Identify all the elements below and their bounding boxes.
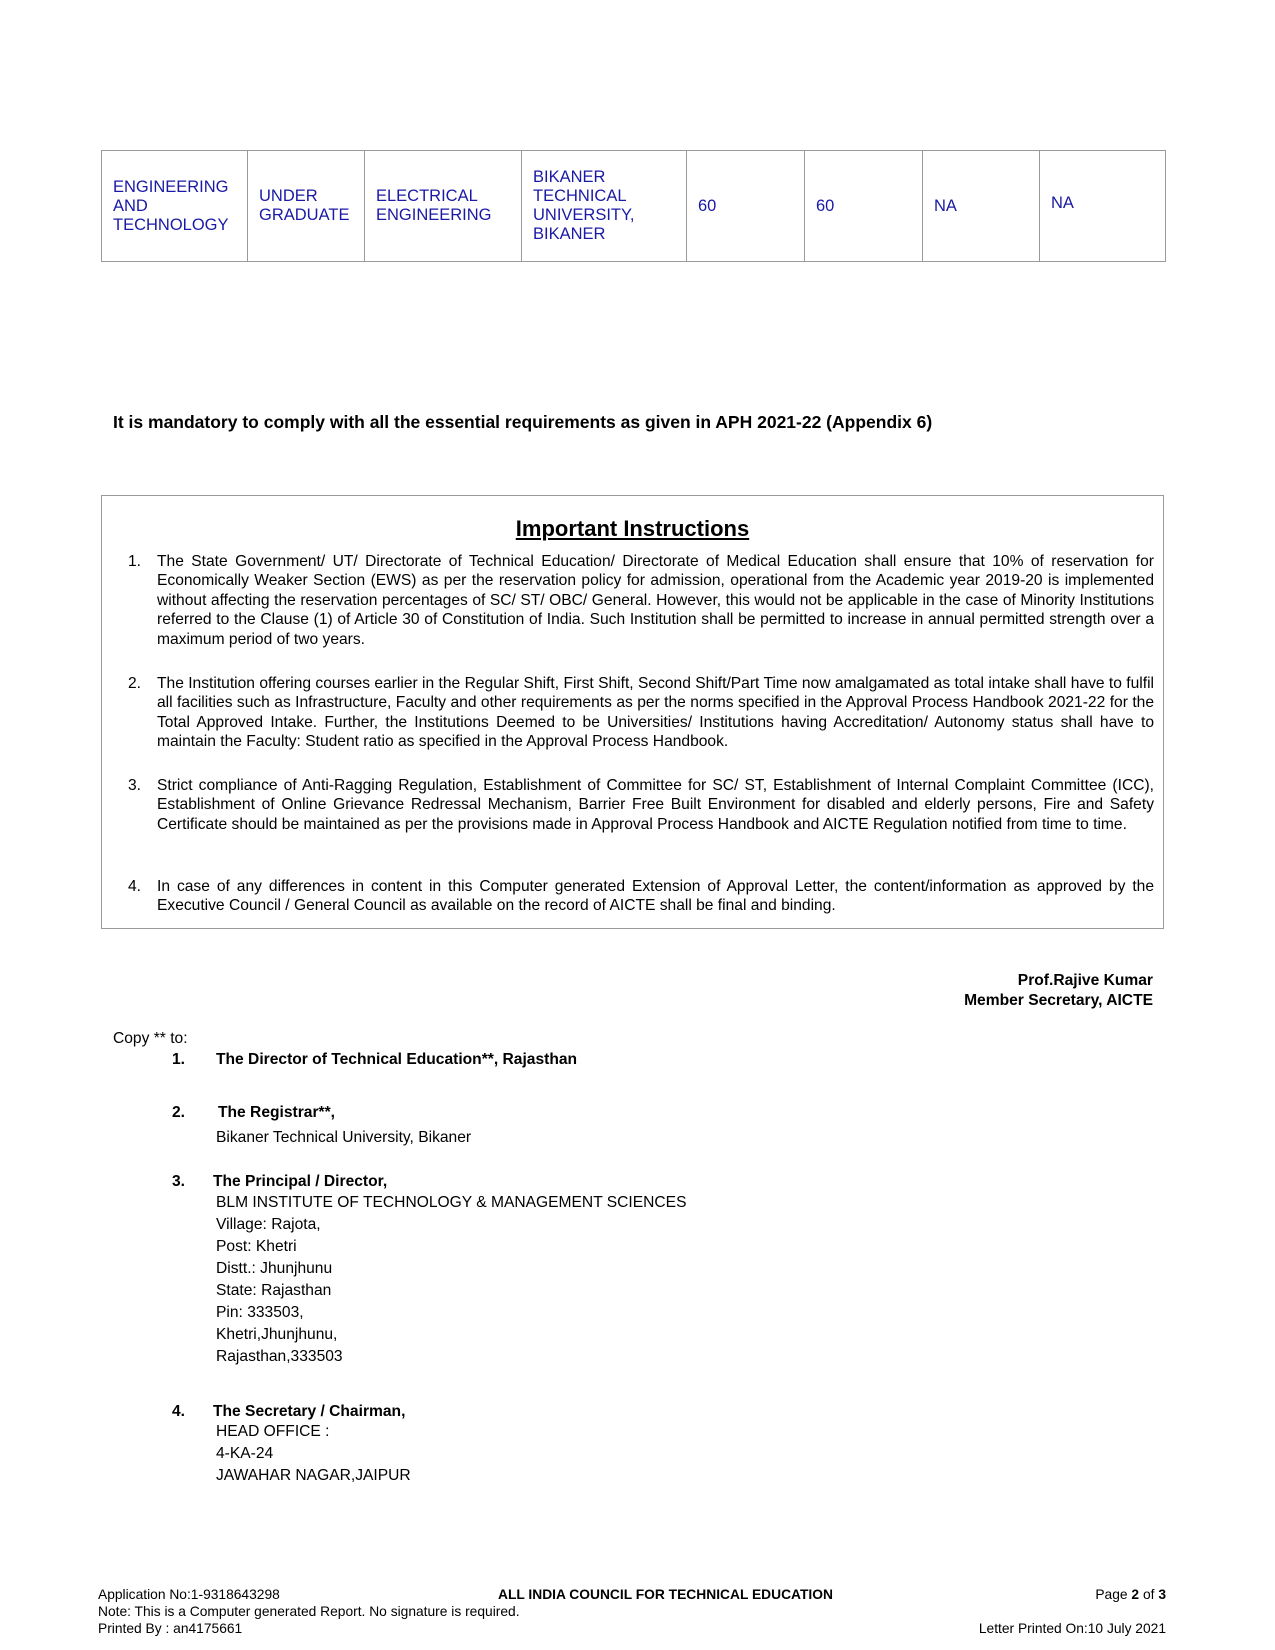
recipient-line: Rajasthan,333503 [216, 1348, 343, 1365]
recipient-line: HEAD OFFICE : [216, 1423, 330, 1440]
page-of: of [1142, 1587, 1155, 1602]
recipient-number: 3. [172, 1173, 186, 1190]
recipient-heading: The Principal / Director, [213, 1173, 388, 1190]
council-name: ALL INDIA COUNCIL FOR TECHNICAL EDUCATION [498, 1587, 833, 1602]
recipient-line: BLM INSTITUTE OF TECHNOLOGY & MANAGEMENT SCIENCES [216, 1194, 687, 1211]
instructions-title: Important Instructions [515, 516, 750, 541]
copy-to-label: Copy ** to: [113, 1030, 188, 1047]
page-number [1095, 1586, 1166, 1603]
recipient-number: 2. [172, 1104, 186, 1121]
instruction-text: The State Government/ UT/ Directorate of Technical Education/ Directorate of Medical Education shall ensure that 10% of reservation for Economically Weaker Section (EWS) as per the reservation policy for admission, operational from the Academic year 2019-20 is implemented without affecting the reservation percentages of SC/ ST/ OBC/ General. However, this would not be applicable in the case of Minority Institutions referred to the Clause (1) of Article 30 of Constitution of India. Such Institution shall be permitted to increase in annual permitted strength over a maximum period of two years. [157, 553, 1154, 648]
recipient-heading: The Secretary / Chairman, [213, 1403, 406, 1420]
recipient-heading: The Registrar**, [218, 1104, 335, 1121]
application-number: Application No:1-9318643298 [98, 1587, 280, 1602]
instruction-text: The Institution offering courses earlier in the Regular Shift, First Shift, Second Shift/Part Time now amalgamated as total intake shall have to fulfil all facilities such as Infrastructure, Faculty and other requirements as per the norms specified in the Approval Process Handbook 2021-22 for the Total Approved Intake. Further, the Institutions Deemed to be Universities/ Institutions having Accreditation/ Autonomy status shall have to maintain the Faculty: Student ratio as specified in the Approval Process Handbook. [157, 675, 1154, 751]
recipient-line: 4-KA-24 [216, 1445, 274, 1462]
page-prefix: Page [1095, 1587, 1128, 1602]
recipient-line: Distt.: Jhunjhunu [216, 1260, 333, 1277]
page-total: 3 [1158, 1587, 1166, 1602]
instruction-number: 2. [128, 675, 142, 692]
printed-by: Printed By : an4175661 [98, 1621, 243, 1636]
recipient-line: Village: Rajota, [216, 1216, 321, 1233]
table-cell: UNDER GRADUATE [248, 151, 365, 262]
mandatory-note: It is mandatory to comply with all the essential requirements as given in APH 2021-22 (Appendix 6) [113, 412, 933, 432]
recipient-number: 4. [172, 1403, 186, 1420]
instructions-box [101, 495, 1164, 929]
recipient-number: 1. [172, 1051, 186, 1068]
table-cell: BIKANER TECHNICAL UNIVERSITY, BIKANER [522, 151, 687, 262]
signatory-name: Prof.Rajive Kumar [1017, 972, 1153, 989]
instruction-number: 3. [128, 777, 142, 794]
table-cell: ENGINEERING AND TECHNOLOGY [102, 151, 248, 262]
table-cell: 60 [687, 151, 805, 262]
recipient-line: Post: Khetri [216, 1238, 297, 1255]
course-table [101, 150, 1166, 262]
computer-generated-note: Note: This is a Computer generated Report. No signature is required. [98, 1604, 520, 1619]
recipient-line: JAWAHAR NAGAR,JAIPUR [216, 1467, 411, 1484]
signatory-designation: Member Secretary, AICTE [964, 992, 1153, 1009]
table-cell: NA [923, 151, 1040, 262]
recipient-line: Pin: 333503, [216, 1304, 304, 1321]
instruction-number: 1. [128, 553, 142, 570]
table-row [102, 151, 1166, 262]
recipient-line: Bikaner Technical University, Bikaner [216, 1129, 472, 1146]
instruction-text: Strict compliance of Anti-Ragging Regulation, Establishment of Committee for SC/ ST, Establishment of Internal Complaint Committee (ICC), Establishment of Online Grievance Redressal Mechanism, Barrier Free Built Environment for disabled and elderly persons, Fire and Safety Certificate should be maintained as per the provisions made in Approval Process Handbook and AICTE Regulation notified from time to time. [157, 777, 1154, 833]
printed-on: Letter Printed On:10 July 2021 [978, 1621, 1166, 1636]
page-current: 2 [1131, 1587, 1140, 1602]
table-cell: NA [1040, 151, 1166, 262]
instruction-text: In case of any differences in content in this Computer generated Extension of Approval Letter, the content/information as approved by the Executive Council / General Council as available on the record of AICTE shall be final and binding. [157, 878, 1154, 915]
recipient-line: Khetri,Jhunjhunu, [216, 1326, 338, 1343]
table-cell: ELECTRICAL ENGINEERING [365, 151, 522, 262]
instruction-number: 4. [128, 878, 142, 895]
recipient-heading: The Director of Technical Education**, Rajasthan [216, 1051, 578, 1068]
recipient-line: State: Rajasthan [216, 1282, 332, 1299]
table-cell: 60 [805, 151, 923, 262]
